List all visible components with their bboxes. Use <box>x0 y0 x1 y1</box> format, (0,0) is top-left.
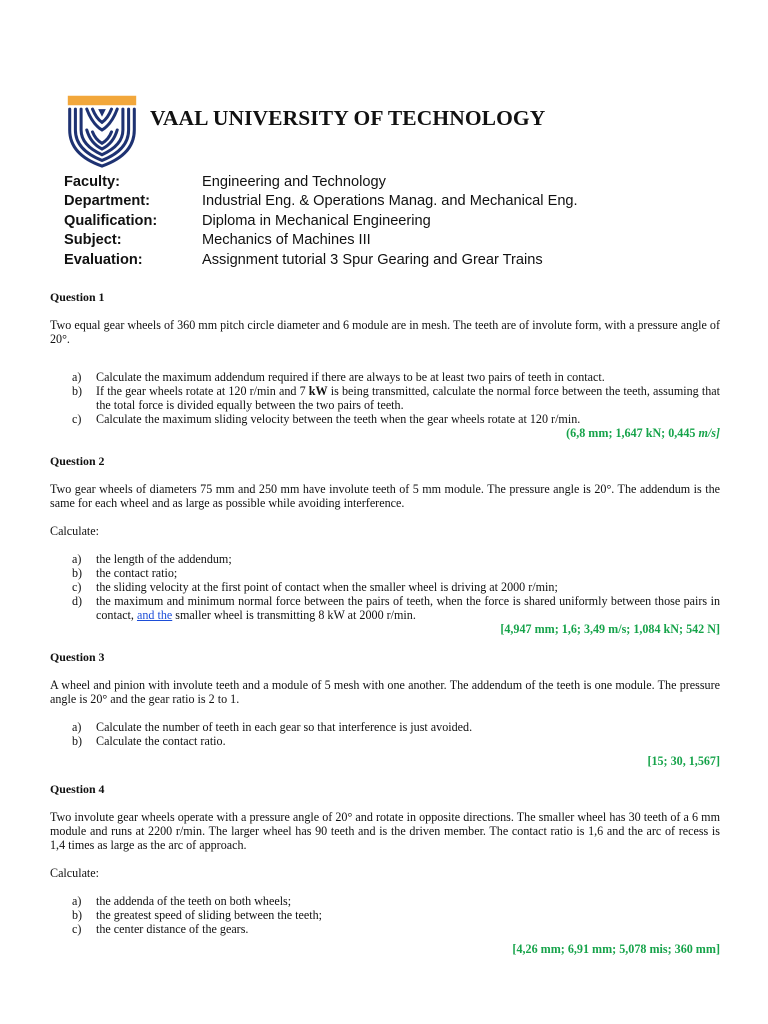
question-4-calculate: Calculate: <box>50 866 100 880</box>
question-1-title: Question 1 <box>50 290 105 304</box>
item-label: b) <box>72 734 83 748</box>
question-3-intro: A wheel and pinion with involute teeth and a module of 5 mesh with one another. The addendum of the teeth is one module. The pressure angle is 20° and the gear ratio is 2 to 1. <box>50 678 720 706</box>
question-3-items <box>50 720 720 748</box>
item-text: the sliding velocity at the first point of contact when the smaller wheel is driving at 2000 r/min; <box>96 580 558 594</box>
item-label: c) <box>72 580 82 594</box>
item-label: b) <box>72 908 83 922</box>
meta-row-department <box>64 192 724 211</box>
letterhead <box>62 88 722 168</box>
list-item <box>50 566 720 580</box>
item-label: b) <box>72 566 83 580</box>
item-text: If the gear wheels rotate at 120 r/min and 7 <box>96 384 309 398</box>
question-1-answer <box>50 426 720 440</box>
meta-row-qualification <box>64 212 724 231</box>
list-item <box>50 580 720 594</box>
and-the-link[interactable]: and the <box>136 608 173 622</box>
item-text: the maximum and minimum normal force between the pairs of teeth, when the force is shared uniformly between those pairs in contact, <box>96 594 720 622</box>
answer-text-italic: m/s] <box>698 426 720 440</box>
assignment-body <box>50 290 720 956</box>
meta-value: Mechanics of Machines III <box>202 232 371 249</box>
list-item <box>50 894 720 908</box>
item-label: a) <box>72 552 82 566</box>
meta-label: Evaluation: <box>64 251 143 268</box>
question-4-title: Question 4 <box>50 782 105 796</box>
item-text: Calculate the maximum addendum required if there are always to be at least two pairs of teeth in contact. <box>96 370 605 384</box>
item-text: smaller wheel is transmitting 8 kW at 2000 r/min. <box>172 608 416 622</box>
question-2-items <box>50 552 720 622</box>
item-text: the center distance of the gears. <box>96 922 249 936</box>
question-3-answer: [15; 30, 1,567] <box>647 754 720 768</box>
item-text: the contact ratio; <box>96 566 178 580</box>
list-item <box>50 552 720 566</box>
item-text: is being transmitted, calculate the normal force between the teeth, assuming that the total force is divided equally between the two pairs of teeth. <box>96 384 720 412</box>
question-2-answer: [4,947 mm; 1,6; 3,49 m/s; 1,084 kN; 542 N] <box>500 622 720 636</box>
item-text: the addenda of the teeth on both wheels; <box>96 894 292 908</box>
item-text: Calculate the maximum sliding velocity between the teeth when the gear wheels rotate at 120 r/min. <box>96 412 581 426</box>
list-item <box>50 370 720 384</box>
list-item <box>50 594 720 622</box>
meta-row-faculty <box>64 173 724 192</box>
meta-label: Qualification: <box>64 212 158 229</box>
university-name: VAAL UNIVERSITY OF TECHNOLOGY <box>150 106 546 130</box>
item-label: b) <box>72 384 83 398</box>
list-item <box>50 734 720 748</box>
list-item <box>50 384 720 412</box>
item-label: a) <box>72 370 82 384</box>
list-item <box>50 922 720 936</box>
item-text: Calculate the contact ratio. <box>96 734 226 748</box>
item-text: the length of the addendum; <box>96 552 232 566</box>
meta-value: Industrial Eng. & Operations Manag. and Mechanical Eng. <box>202 193 578 210</box>
list-item <box>50 908 720 922</box>
meta-value: Engineering and Technology <box>202 174 386 190</box>
meta-row-evaluation <box>64 251 724 270</box>
item-text-bold: kW <box>308 384 328 398</box>
question-4-items <box>50 894 720 936</box>
question-4-answer: [4,26 mm; 6,91 mm; 5,078 mis; 360 mm] <box>512 942 720 956</box>
meta-value: Assignment tutorial 3 Spur Gearing and Grear Trains <box>202 251 543 268</box>
question-2-calculate: Calculate: <box>50 524 100 538</box>
item-label: c) <box>72 922 82 936</box>
item-label: a) <box>72 720 82 734</box>
meta-label: Department: <box>64 193 150 210</box>
item-label: d) <box>72 594 83 608</box>
item-label: a) <box>72 894 82 908</box>
question-4-intro: Two involute gear wheels operate with a pressure angle of 20° and rotate in opposite directions. The smaller wheel has 30 teeth of a 6 mm module and runs at 2200 r/min. The larger wheel has 90 teeth and is the driven member. The contact ratio is 1,6 and the arc of recess is 1,4 times as large as the arc of approach. <box>50 810 720 852</box>
meta-label: Subject: <box>64 232 122 249</box>
item-text: the greatest speed of sliding between the teeth; <box>96 908 323 922</box>
course-meta <box>64 173 724 270</box>
answer-text: (6,8 mm; 1,647 kN; 0,445 <box>566 426 699 440</box>
question-2-intro: Two gear wheels of diameters 75 mm and 250 mm have involute teeth of 5 mm module. The pressure angle is 20°. The addendum is the same for each wheel and as large as possible while avoiding interference. <box>50 482 720 510</box>
item-text: Calculate the number of teeth in each gear so that interference is just avoided. <box>96 720 473 734</box>
question-3-title: Question 3 <box>50 650 105 664</box>
meta-value: Diploma in Mechanical Engineering <box>202 212 431 229</box>
list-item <box>50 720 720 734</box>
vut-logo-icon <box>64 91 140 169</box>
list-item <box>50 412 720 426</box>
meta-label: Faculty: <box>64 174 120 190</box>
meta-row-subject <box>64 231 724 250</box>
question-1-items <box>50 370 720 426</box>
question-2-title: Question 2 <box>50 454 105 468</box>
question-1-intro: Two equal gear wheels of 360 mm pitch circle diameter and 6 module are in mesh. The teeth are of involute form, with a pressure angle of 20°. <box>50 318 720 346</box>
item-label: c) <box>72 412 82 426</box>
